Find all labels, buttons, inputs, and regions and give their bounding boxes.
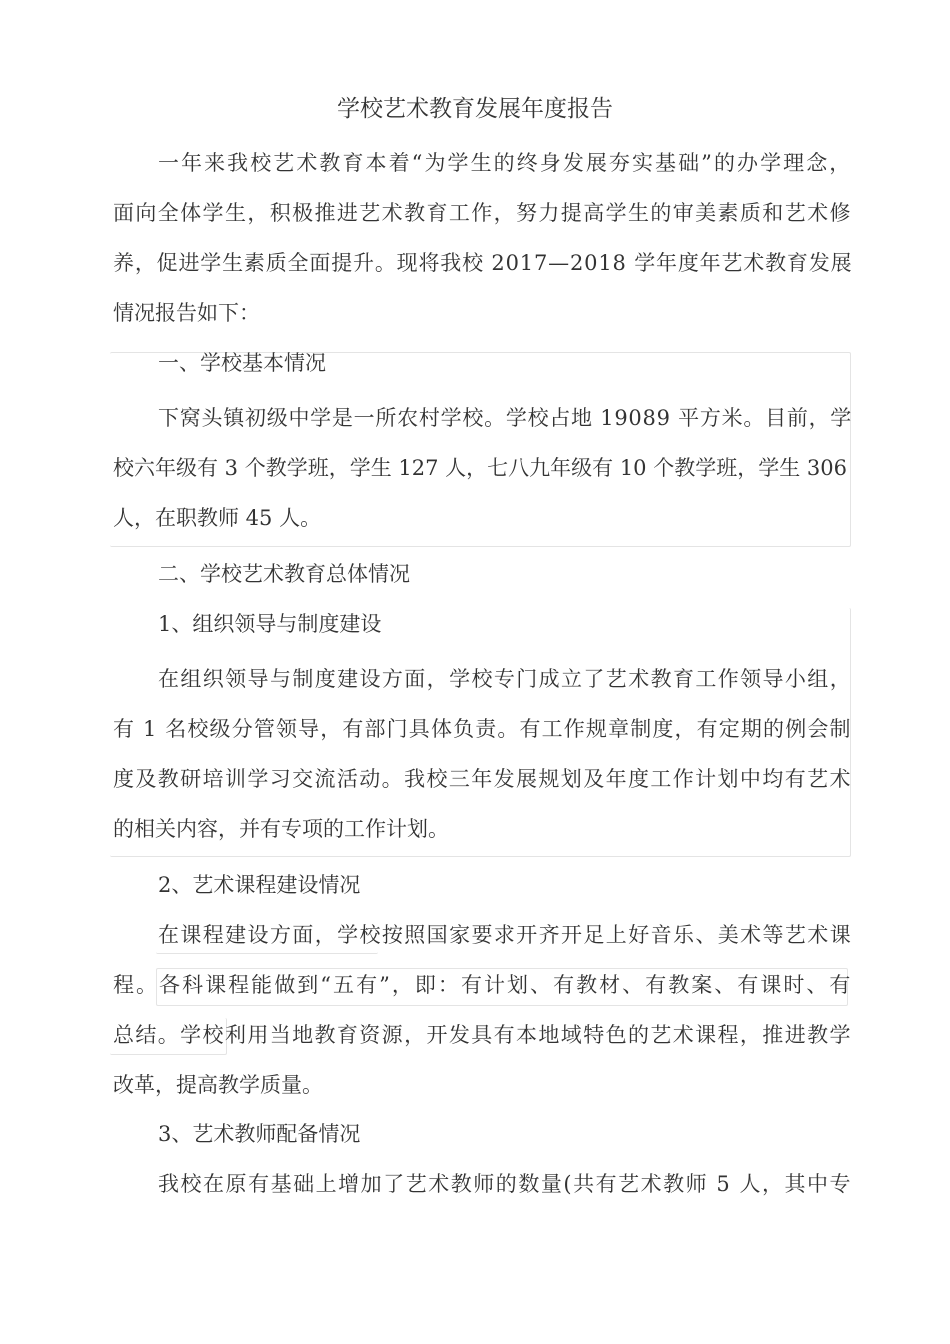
intro-line-1: 一年来我校艺术教育本着“为学生的终身发展夯实基础”的办学理念， (158, 151, 853, 175)
intro-line-2: 面向全体学生，积极推进艺术教育工作，努力提高学生的审美素质和艺术修 (113, 201, 852, 225)
section1-line-2: 校六年级有 3 个教学班，学生 127 人，七八九年级有 10 个教学班，学生 306 (113, 456, 847, 480)
sub3-line-1: 我校在原有基础上增加了艺术教师的数量(共有艺术教师 5 人，其中专 (158, 1172, 853, 1196)
intro-line-3: 养，促进学生素质全面提升。现将我校 2017—2018 学年度年艺术教育发展 (113, 251, 853, 275)
section2-heading: 二、学校艺术教育总体情况 (158, 562, 410, 586)
sub2-heading: 2、艺术课程建设情况 (158, 873, 361, 897)
sub2-line-1: 在课程建设方面，学校按照国家要求开齐开足上好音乐、美术等艺术课 (158, 923, 853, 947)
document-title: 学校艺术教育发展年度报告 (337, 96, 613, 122)
sub2-line-3: 总结。学校利用当地教育资源，开发具有本地域特色的艺术课程，推进教学 (113, 1023, 852, 1047)
sub2-line-2: 程。各科课程能做到“五有”，即：有计划、有教材、有教案、有课时、有 (113, 973, 853, 997)
section1-heading: 一、学校基本情况 (158, 351, 326, 375)
sub1-line-1: 在组织领导与制度建设方面，学校专门成立了艺术教育工作领导小组， (158, 667, 853, 691)
sub1-line-3: 度及教研培训学习交流活动。我校三年发展规划及年度工作计划中均有艺术 (113, 767, 852, 791)
sub1-line-2: 有 1 名校级分管领导，有部门具体负责。有工作规章制度，有定期的例会制 (113, 717, 852, 741)
sub2-line-4: 改革，提高教学质量。 (113, 1073, 323, 1097)
sub3-heading: 3、艺术教师配备情况 (158, 1122, 361, 1146)
intro-line-4: 情况报告如下： (113, 301, 260, 325)
section1-line-1: 下窝头镇初级中学是一所农村学校。学校占地 19089 平方米。目前，学 (158, 406, 853, 430)
sub1-line-4: 的相关内容，并有专项的工作计划。 (113, 817, 449, 841)
section1-line-3: 人，在职教师 45 人。 (113, 506, 322, 530)
sub1-heading: 1、组织领导与制度建设 (158, 612, 382, 636)
